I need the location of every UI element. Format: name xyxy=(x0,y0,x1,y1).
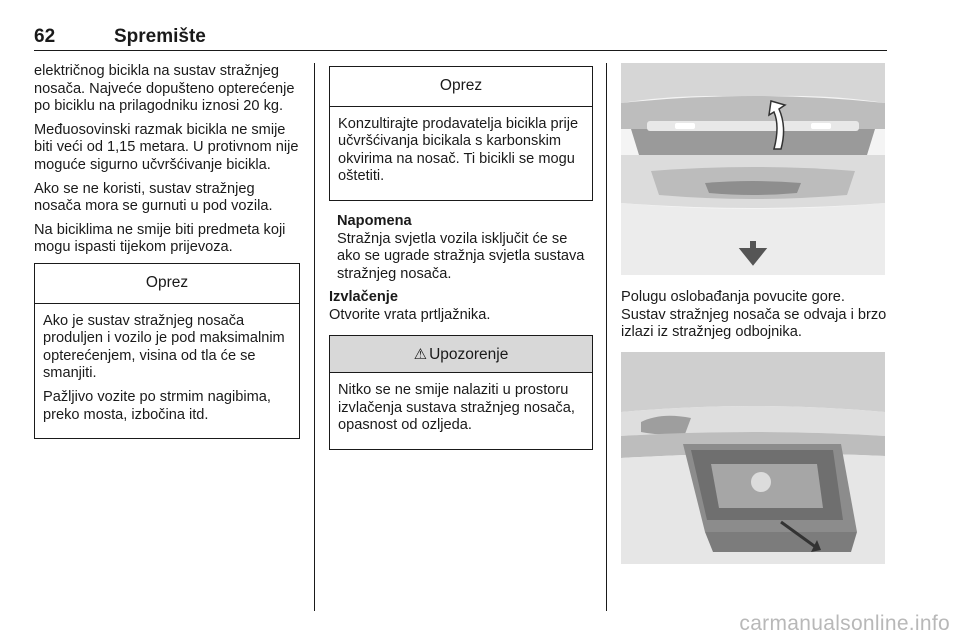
note-title: Napomena xyxy=(337,212,412,229)
paragraph: Na biciklima ne smije biti predmeta koji mogu ispasti tijekom prijevoza. xyxy=(34,221,286,256)
note xyxy=(329,213,593,283)
warning-text: Nitko se ne smije nalaziti u prostoru izvlačenja sustava stražnjeg nosača, opasnost od ozljeda. xyxy=(338,382,575,434)
figure-tailgate-lever xyxy=(621,63,885,275)
warning-title-bar xyxy=(330,336,592,374)
caution-body xyxy=(35,304,299,439)
caution-box xyxy=(329,66,593,201)
caution-body xyxy=(330,107,592,200)
caution-text: Konzultirajte prodavatelja bicikla prije učvršćivanja bicikala s karbonskim okvirima na nosač. Ti bicikli se mogu oštetiti. xyxy=(338,115,579,185)
paragraph: Polugu oslobađanja povucite gore. Sustav stražnjeg nosača se odvaja i brzo izlazi iz stražnjeg odbojnika. xyxy=(621,289,887,341)
caution-text: Ako je sustav stražnjeg nosača produljen i vozilo je pod maksimalnim opterećenjem, visina od tla će se smanjiti. xyxy=(43,312,285,382)
paragraph: Otvorite vrata prtljažnika. xyxy=(329,306,491,323)
page-header xyxy=(34,24,887,51)
warning-title: Upozorenje xyxy=(429,345,509,363)
caution-title: Oprez xyxy=(35,264,299,304)
note-text: Stražnja svjetla vozila isključit će se ako se ugrade stražnja svjetla sustava stražnjeg nosača. xyxy=(337,230,585,282)
column-divider xyxy=(314,63,315,611)
paragraph: električnog bicikla na sustav stražnjeg nosača. Najveće dopušteno opterećenje po biciklu na prilagodniku iznosi 20 kg. xyxy=(34,63,295,115)
warning-body xyxy=(330,373,592,449)
warning-box xyxy=(329,335,593,450)
warning-icon: ⚠ xyxy=(413,345,428,363)
watermark: carmanualsonline.info xyxy=(739,612,950,635)
subheading: Izvlačenje xyxy=(329,289,398,306)
column-middle xyxy=(329,63,593,458)
section-title: Spremište xyxy=(114,26,206,47)
paragraph: Međuosovinski razmak bicikla ne smije biti veći od 1,15 metara. U protivnom nije moguće sigurno učvršćivanje bicikla. xyxy=(34,121,299,173)
caution-title: Oprez xyxy=(330,67,592,107)
page-number: 62 xyxy=(34,26,56,47)
column-left xyxy=(34,63,300,447)
figure-rear-carrier-drawer xyxy=(621,352,885,564)
paragraph: Ako se ne koristi, sustav stražnjeg nosača mora se gurnuti u pod vozila. xyxy=(34,180,273,215)
caution-box xyxy=(34,263,300,439)
column-divider xyxy=(606,63,607,611)
caution-text: Pažljivo vozite po strmim nagibima, preko mosta, izbočina itd. xyxy=(43,388,271,423)
column-right xyxy=(621,63,889,564)
